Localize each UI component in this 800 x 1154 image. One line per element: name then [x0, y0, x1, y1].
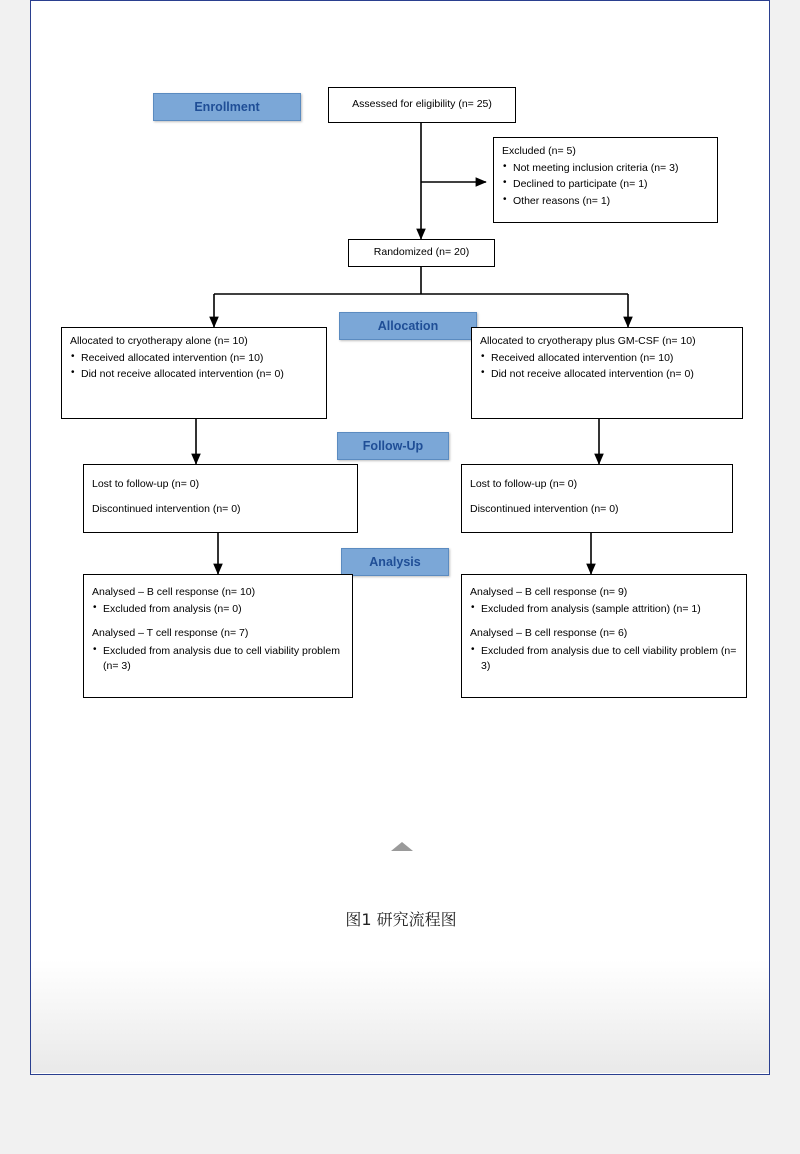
page-bottom-fade	[31, 960, 769, 1073]
list-item: • Received allocated intervention (n= 10)	[480, 351, 734, 366]
node-followup-left	[83, 464, 358, 533]
node-excluded-list	[502, 161, 709, 209]
figure-caption: 图1 研究流程图	[345, 910, 457, 929]
node-analysis-left-list2	[92, 644, 344, 674]
list-item: • Other reasons (n= 1)	[502, 194, 709, 209]
node-followup-right	[461, 464, 733, 533]
stage-label-analysis: Analysis	[341, 548, 449, 576]
flow-diagram	[31, 1, 771, 1076]
list-item: • Received allocated intervention (n= 10)	[70, 351, 318, 366]
stage-label-enrollment: Enrollment	[153, 93, 301, 121]
node-randomized	[348, 239, 495, 267]
list-item: • Not meeting inclusion criteria (n= 3)	[502, 161, 709, 176]
stage-label-allocation: Allocation	[339, 312, 477, 340]
node-analysis-left-list1	[92, 602, 344, 617]
node-allocation-right-list	[480, 351, 734, 382]
list-item: • Did not receive allocated intervention (n= 0)	[70, 367, 318, 382]
node-analysis-right-heading2: Analysed – B cell response (n= 6)	[470, 627, 628, 640]
list-item: • Excluded from analysis due to cell viability problem (n= 3)	[92, 644, 344, 674]
node-analysis-left-heading2: Analysed – T cell response (n= 7)	[92, 627, 249, 640]
list-item: • Did not receive allocated intervention (n= 0)	[480, 367, 734, 382]
stage-label-followup: Follow-Up	[337, 432, 449, 460]
node-followup-right-line2: Discontinued intervention (n= 0)	[470, 503, 619, 516]
node-allocation-left-heading: Allocated to cryotherapy alone (n= 10)	[70, 335, 248, 347]
scroll-up-arrow-icon[interactable]	[391, 842, 413, 851]
node-followup-left-line2: Discontinued intervention (n= 0)	[92, 503, 241, 516]
node-randomized-text: Randomized (n= 20)	[373, 246, 470, 259]
node-analysis-right-heading1: Analysed – B cell response (n= 9)	[470, 586, 628, 598]
node-excluded-heading: Excluded (n= 5)	[502, 145, 576, 157]
node-allocation-left	[61, 327, 327, 419]
document-page	[30, 0, 770, 1075]
node-assessed-for-eligibility	[328, 87, 516, 123]
node-analysis-right	[461, 574, 747, 698]
node-excluded	[493, 137, 718, 223]
list-item: • Excluded from analysis (n= 0)	[92, 602, 344, 617]
node-analysis-left-heading1: Analysed – B cell response (n= 10)	[92, 586, 256, 598]
list-item: • Excluded from analysis (sample attrition) (n= 1)	[470, 602, 738, 617]
node-analysis-right-list1	[470, 602, 738, 617]
list-item: • Declined to participate (n= 1)	[502, 177, 709, 192]
list-item: • Excluded from analysis due to cell viability problem (n= 3)	[470, 644, 738, 674]
node-followup-right-line1: Lost to follow-up (n= 0)	[470, 478, 578, 490]
node-followup-left-line1: Lost to follow-up (n= 0)	[92, 478, 200, 490]
node-allocation-right-heading: Allocated to cryotherapy plus GM-CSF (n= 10)	[480, 335, 696, 347]
node-allocation-left-list	[70, 351, 318, 382]
node-allocation-right	[471, 327, 743, 419]
node-analysis-left	[83, 574, 353, 698]
node-assessed-text: Assessed for eligibility (n= 25)	[352, 98, 492, 111]
node-analysis-right-list2	[470, 644, 738, 674]
